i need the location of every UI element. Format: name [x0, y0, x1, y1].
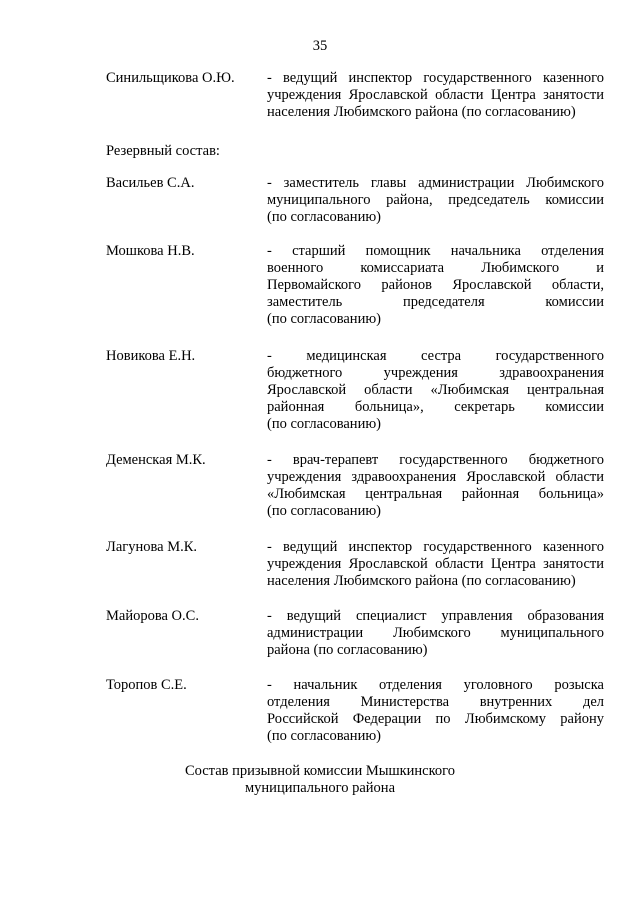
role-line: - начальник отделения уголовного розыска [267, 677, 604, 693]
role-line: - заместитель главы администрации Любимского [267, 175, 604, 191]
role-line: населения Любимского района (по согласованию) [267, 104, 576, 120]
role-line: «Любимская центральная районная больница» [267, 486, 604, 502]
role-line: - врач-терапевт государственного бюджетного [267, 452, 604, 468]
member-role [267, 539, 604, 590]
section-heading [0, 763, 640, 797]
role-line: (по согласованию) [267, 416, 381, 432]
role-line: военного комиссариата Любимского и [267, 260, 604, 276]
member-role [267, 608, 604, 659]
role-line: - старший помощник начальника отделения [267, 243, 604, 259]
member-role [267, 175, 604, 226]
member-name: Деменская М.К. [106, 452, 206, 468]
role-line: - медицинская сестра государственного [267, 348, 604, 364]
role-line: отделения Министерства внутренних дел [267, 694, 604, 710]
role-line: Первомайского районов Ярославской области, [267, 277, 604, 293]
section-heading-line: муниципального района [245, 780, 395, 796]
role-line: населения Любимского района (по согласованию) [267, 573, 576, 589]
role-line: района (по согласованию) [267, 642, 428, 658]
role-line: администрации Любимского муниципального [267, 625, 604, 641]
role-line: учреждения Ярославской области Центра занятости [267, 87, 604, 103]
role-line: Российской Федерации по Любимскому району [267, 711, 604, 727]
member-name: Мошкова Н.В. [106, 243, 195, 259]
reserve-section-label: Резервный состав: [106, 143, 220, 159]
role-line: Ярославской области «Любимская центральная [267, 382, 604, 398]
member-role [267, 452, 604, 520]
member-name: Торопов С.Е. [106, 677, 187, 693]
role-line: (по согласованию) [267, 209, 381, 225]
role-line: - ведущий инспектор государственного казенного [267, 539, 604, 555]
role-line: бюджетного учреждения здравоохранения [267, 365, 604, 381]
role-line: муниципального района, председатель комиссии [267, 192, 604, 208]
role-line: (по согласованию) [267, 728, 381, 744]
role-line: - ведущий специалист управления образования [267, 608, 604, 624]
member-role [267, 70, 604, 121]
member-name: Синильщикова О.Ю. [106, 70, 235, 86]
member-role [267, 243, 604, 328]
member-role [267, 348, 604, 433]
role-line: - ведущий инспектор государственного казенного [267, 70, 604, 86]
member-name: Васильев С.А. [106, 175, 195, 191]
role-line: учреждения здравоохранения Ярославской области [267, 469, 604, 485]
role-line: (по согласованию) [267, 311, 381, 327]
role-line: (по согласованию) [267, 503, 381, 519]
member-name: Лагунова М.К. [106, 539, 198, 555]
section-heading-line: Состав призывной комиссии Мышкинского [184, 763, 456, 779]
member-role [267, 677, 604, 745]
role-line: районная больница», секретарь комиссии [267, 399, 604, 415]
role-line: учреждения Ярославской области Центра занятости [267, 556, 604, 572]
member-name: Новикова Е.Н. [106, 348, 196, 364]
role-line: заместитель председателя комиссии [267, 294, 604, 310]
member-name: Майорова О.С. [106, 608, 199, 624]
page-number: 35 [312, 38, 328, 54]
